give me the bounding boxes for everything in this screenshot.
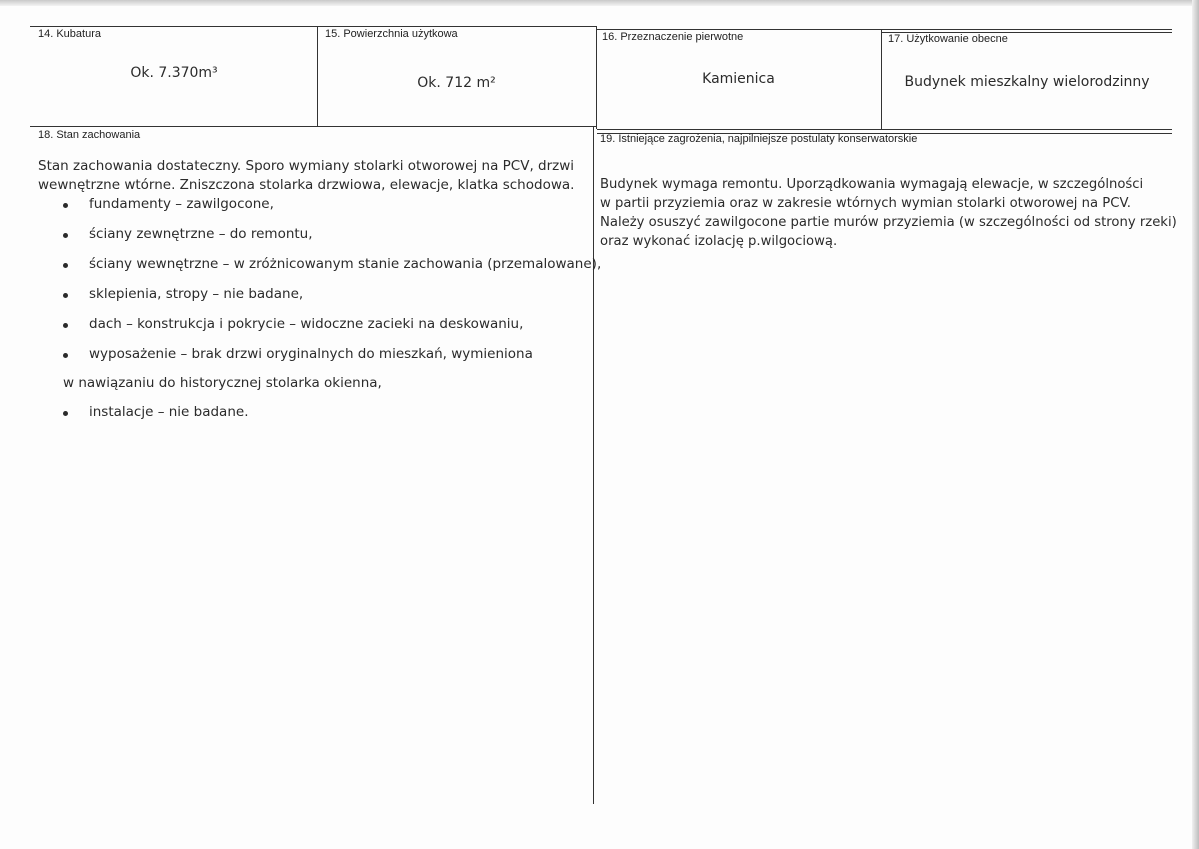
- zagrozenia-line-2: w partii przyziemia oraz w zakresie wtórnych wymian stolarki otworowej na PCV.: [600, 196, 1131, 211]
- kubatura-value: Ok. 7.370m³: [130, 65, 218, 81]
- zagrozenia-line-3: Należy osuszyć zawilgocone partie murów przyziemia (w szczególności od strony rzeki): [600, 215, 1177, 230]
- stan-zachowania-label: 18. Stan zachowania: [38, 129, 141, 141]
- przeznaczenie-value: Kamienica: [702, 71, 775, 87]
- scan-right-edge: [1192, 0, 1199, 849]
- zagrozenia-line-4: oraz wykonać izolację p.wilgociową.: [600, 234, 838, 249]
- stan-zachowania-intro: [38, 157, 574, 195]
- zagrozenia-label: 19. Istniejące zagrożenia, najpilniejsze postulaty konserwatorskie: [600, 133, 918, 145]
- scan-top-edge: [0, 0, 1199, 6]
- zagrozenia-line-1: Budynek wymaga remontu. Uporządkowania wymagają elewacje, w szczególności: [600, 177, 1144, 192]
- przeznaczenie-label: 16. Przeznaczenie pierwotne: [602, 31, 744, 43]
- bullet-text: ściany wewnętrzne – w zróżnicowanym stanie zachowania (przemalowane),: [89, 256, 602, 272]
- bullet-text: sklepienia, stropy – nie badane,: [89, 286, 304, 302]
- zagrozenia-text: [600, 175, 1177, 251]
- bullet-text: instalacje – nie badane.: [89, 404, 249, 420]
- bullet-icon: [63, 203, 68, 208]
- stan-continuation: w nawiązaniu do historycznej stolarka okienna,: [63, 375, 382, 391]
- top-row-top-border: [30, 26, 597, 27]
- uzytkowanie-label: 17. Użytkowanie obecne: [888, 33, 1008, 45]
- bullet-icon: [63, 353, 68, 358]
- bullet-icon: [63, 411, 68, 416]
- top-row-bottom-border-left: [30, 126, 597, 127]
- stan-intro-line-2: wewnętrzne wtórne. Zniszczona stolarka drzwiowa, elewacje, klatka schodowa.: [38, 177, 575, 193]
- top-row-top-border-right: [597, 29, 1172, 30]
- stan-intro-line-1: Stan zachowania dostateczny. Sporo wymiany stolarki otworowej na PCV, drzwi: [38, 158, 575, 174]
- bullet-icon: [63, 293, 68, 298]
- top-row-bottom-border-right: [597, 129, 1172, 130]
- powierzchnia-value: Ok. 712 m²: [417, 75, 496, 91]
- bullet-text: wyposażenie – brak drzwi oryginalnych do mieszkań, wymieniona: [89, 346, 533, 362]
- bullet-icon: [63, 233, 68, 238]
- bullet-icon: [63, 263, 68, 268]
- bullet-icon: [63, 323, 68, 328]
- kubatura-label: 14. Kubatura: [38, 28, 101, 40]
- bullet-text: ściany zewnętrzne – do remontu,: [89, 226, 313, 242]
- uzytkowanie-value: Budynek mieszkalny wielorodzinny: [904, 74, 1150, 90]
- bullet-text: dach – konstrukcja i pokrycie – widoczne zacieki na deskowaniu,: [89, 316, 524, 332]
- bullet-text: fundamenty – zawilgocone,: [89, 196, 274, 212]
- divider-18-19: [593, 127, 594, 804]
- powierzchnia-label: 15. Powierzchnia użytkowa: [325, 28, 458, 40]
